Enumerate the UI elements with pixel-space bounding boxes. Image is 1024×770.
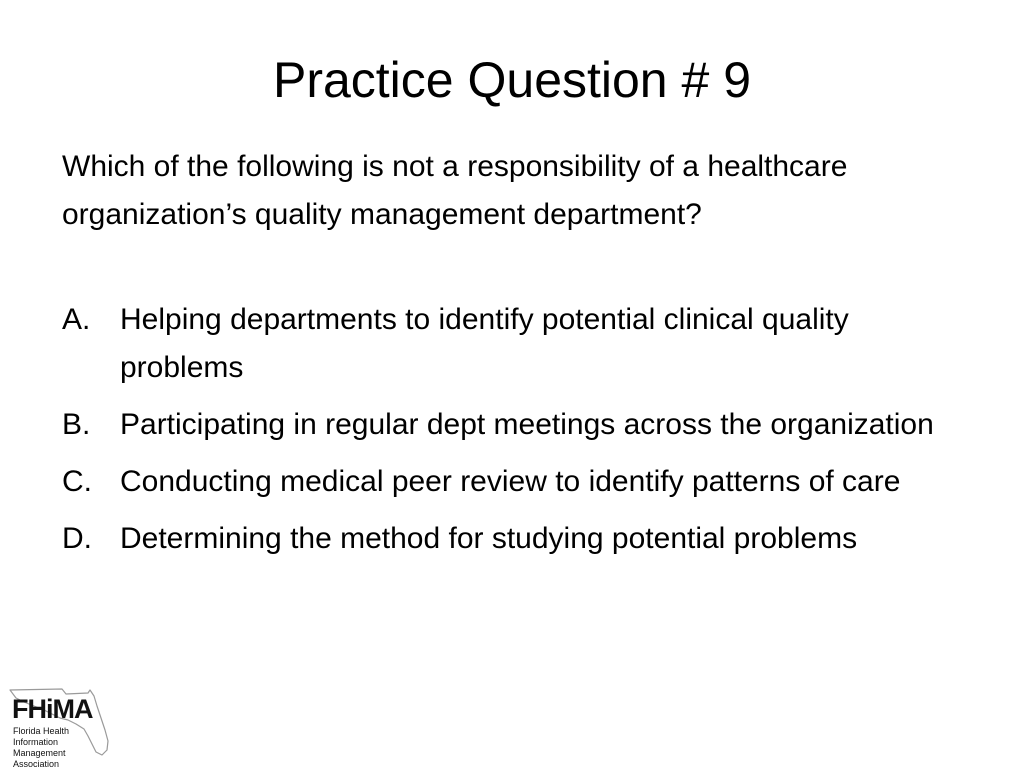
slide-title: Practice Question # 9 xyxy=(272,52,752,108)
answer-options xyxy=(62,296,972,572)
logo-tagline-line-2: Management Association xyxy=(13,748,66,769)
answer-option-a xyxy=(62,296,972,392)
answer-option-b xyxy=(62,401,972,449)
answer-option-c xyxy=(62,458,972,506)
option-text-b: Participating in regular dept meetings across the organization xyxy=(120,408,934,441)
answer-option-d xyxy=(62,515,972,563)
logo-wordmark: FHiMA xyxy=(12,694,93,724)
option-text-d: Determining the method for studying potential problems xyxy=(120,522,858,555)
option-letter-d: D. xyxy=(62,522,92,555)
option-text-c: Conducting medical peer review to identify patterns of care xyxy=(120,465,901,498)
option-letter-c: C. xyxy=(62,465,92,498)
option-letter-b: B. xyxy=(62,408,91,441)
question-text: Which of the following is not a responsibility of a healthcare organization’s quality management department? xyxy=(62,150,848,231)
logo-tagline xyxy=(13,726,113,770)
logo-tagline-line-1: Florida Health Information xyxy=(13,726,70,747)
option-text-a: Helping departments to identify potential clinical quality problems xyxy=(120,303,849,384)
fhima-logo xyxy=(4,684,116,769)
option-letter-a: A. xyxy=(62,303,91,336)
